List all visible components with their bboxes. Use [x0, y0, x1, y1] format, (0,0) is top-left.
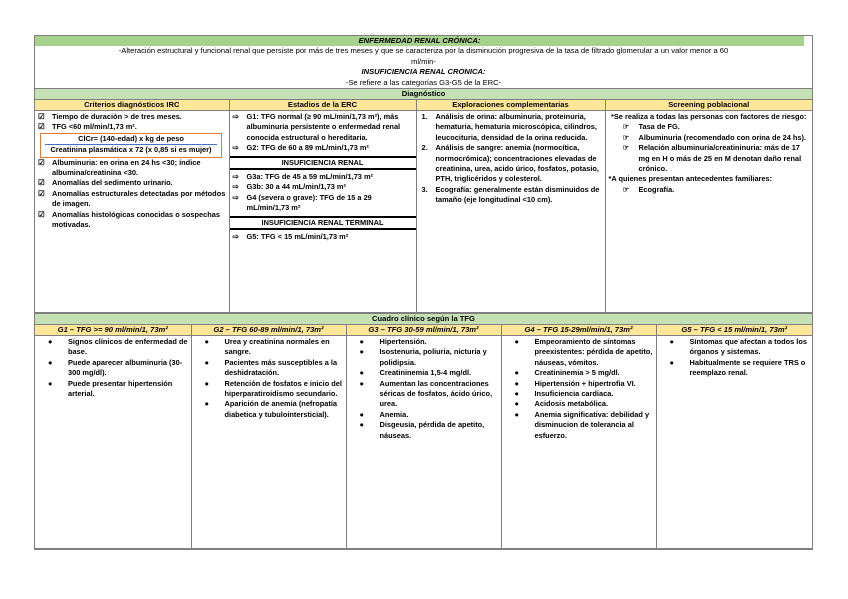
col-header-g4: G4 – TFG 15-29ml/min/1, 73m² — [501, 325, 656, 336]
checkbox-icon: ☑ — [38, 112, 45, 121]
screening-cell — [605, 111, 812, 313]
pointing-hand-icon: ☞ — [622, 122, 630, 132]
clinico-item: ● Isostenuria, poliuria, nicturia y polidipsia. — [359, 347, 487, 367]
clinico-item: ● Hipertensión. — [359, 337, 427, 346]
bullet-icon: ● — [48, 337, 53, 346]
clcr-formula — [40, 133, 222, 158]
clinico-item: ● Creatininemia > 5 mg/dl. — [514, 368, 620, 378]
estadio-item: ⇨ G3a: TFG de 45 a 59 mL/min/1,73 m² — [232, 172, 374, 182]
g1-cell — [35, 336, 191, 549]
checkbox-icon: ☑ — [38, 122, 45, 132]
arrow-right-icon: ⇨ — [232, 192, 239, 202]
clinico-item: ● Anemia. — [359, 409, 409, 419]
screening-intro: *Se realiza a todas las personas con factores de riesgo: — [610, 112, 807, 121]
pointing-hand-icon: ☞ — [622, 132, 630, 142]
clinico-item: ● Retención de fosfatos e inicio del hiperparatiroidismo secundario. — [204, 378, 342, 399]
bullet-icon: ● — [359, 347, 364, 357]
cuadro-clinico-band: Cuadro clínico según la TFG — [35, 313, 812, 325]
screening-item: ☞ Relación albuminuria/creatininuria: más de 17 mg en H o más de 25 en M denotan daño renal crónico. — [622, 143, 802, 174]
col-header-g1: G1 – TFG >= 90 ml/min/1, 73m² — [35, 325, 191, 336]
irc-subtitle-text: -Se refiere a las categorías G3-G5 de la ERC- — [345, 77, 502, 87]
checkbox-icon: ☑ — [38, 157, 45, 167]
checkbox-icon: ☑ — [38, 188, 45, 198]
col-header-estadios: Estadios de la ERC — [229, 100, 416, 111]
bullet-icon: ● — [514, 337, 519, 346]
criterios-cell — [35, 111, 229, 313]
pointing-hand-icon: ☞ — [622, 143, 630, 153]
exploracion-item: 2. Análisis de sangre: anemia (normocítica, normocrómica); concentraciones elevadas de creatinina, urea, acido úrico, fosfatos, potasio, PTH, triglicéridos y colesterol. — [421, 143, 599, 184]
col-header-criterios: Criterios diagnósticos IRC — [35, 100, 229, 111]
col-header-g3: G3 – TFG 30-59 ml/min/1, 73m² — [346, 325, 501, 336]
g4-cell — [501, 336, 656, 549]
clinico-item: ● Puede aparecer albuminuria (30-300 mg/dl). — [48, 357, 183, 378]
clinico-item: ● Síntomas que afectan a todos los órganos y sistemas. — [669, 337, 807, 357]
checkbox-icon: ☑ — [38, 178, 45, 188]
bullet-icon: ● — [514, 399, 519, 409]
col-header-g5: G5 – TFG < 15 ml/min/1, 73m² — [656, 325, 812, 336]
criterio-item: ☑ Anomalías histológicas conocidas o sospechas motivadas. — [38, 209, 220, 230]
clinico-item: ● Aumentan las concentraciones séricas de fosfatos, ácido úrico, urea. — [359, 378, 493, 409]
bullet-icon: ● — [669, 337, 674, 346]
erc-summary-document — [34, 35, 813, 550]
insuficiencia-renal-divider: INSUFICIENCIA RENAL — [230, 156, 416, 170]
insuficiencia-renal-terminal-divider: INSUFICIENCIA RENAL TERMINAL — [230, 216, 416, 230]
estadios-cell — [229, 111, 416, 313]
col-header-exploraciones: Exploraciones complementarias — [416, 100, 605, 111]
intro-block — [35, 46, 812, 88]
exploracion-item: 1. Análisis de orina: albuminuria, proteinuria, hematuria, hematuria microscópica, cilindros, leucocituria, densidad de la orina reducida. — [421, 112, 597, 142]
formula-numerator: ClCr= (140-edad) x kg de peso — [45, 134, 217, 145]
criterio-item: ☑ Anomalías estructurales detectadas por métodos de imagen. — [38, 188, 226, 209]
bullet-icon: ● — [514, 389, 519, 399]
col-header-g2: G2 – TFG 60-89 ml/min/1, 73m² — [191, 325, 346, 336]
screening-item: ☞ Albuminuria (recomendado con orina de 24 hs). — [622, 132, 807, 142]
definition-line1: -Alteración estructural y funcional renal que persiste por más de tres meses y que se caracteriza por la disminución progresiva de la tasa de filtrado glomerular a un valor menor a 60 — [118, 46, 729, 55]
arrow-right-icon: ⇨ — [232, 112, 239, 121]
clinico-item: ● Habitualmente se requiere TRS o reemplazo renal. — [669, 357, 806, 378]
arrow-right-icon: ⇨ — [232, 172, 239, 182]
clinico-item: ● Urea y creatinina normales en sangre. — [204, 337, 330, 357]
bullet-icon: ● — [359, 420, 364, 430]
arrow-right-icon: ⇨ — [232, 182, 239, 192]
cuadro-clinico-table — [35, 325, 812, 549]
clinico-item: ● Hipertensión + hipertrofia VI. — [514, 378, 636, 388]
clinico-item: ● Disgeusia, pérdida de apetito, náuseas. — [359, 420, 485, 440]
clinico-item: ● Empeoramiento de síntomas preexistentes: pérdida de apetito, náuseas, vómitos. — [514, 337, 653, 367]
pointing-hand-icon: ☞ — [622, 184, 630, 194]
estadio-item: ⇨ G3b: 30 a 44 mL/min/1,73 m² — [232, 182, 346, 192]
bullet-icon: ● — [514, 368, 519, 378]
arrow-right-icon: ⇨ — [232, 232, 239, 242]
diagnostico-band: Diagnóstico — [35, 88, 812, 100]
clinico-item: ● Insuficiencia cardiaca. — [514, 389, 614, 399]
checkbox-icon: ☑ — [38, 209, 45, 219]
bullet-icon: ● — [359, 378, 364, 388]
estadio-item: ⇨ G4 (severa o grave): TFG de 15 a 29 mL/min/1,73 m² — [232, 192, 372, 213]
estadio-item: ⇨ G1: TFG normal (≥ 90 mL/min/1,73 m²), más albuminuria persistente o enfermedad renal conocida estructural o hereditaria. — [232, 112, 401, 142]
document-title: ENFERMEDAD RENAL CRÓNICA: — [35, 36, 804, 46]
criterio-item: ☑ TFG <60 ml/min/1,73 m². — [38, 122, 137, 132]
bullet-icon: ● — [204, 399, 209, 409]
clinico-item: ● Creatininemia 1,5-4 mg/dl. — [359, 368, 472, 378]
formula-denominator: Creatinina plasmática x 72 (x 0,85 si es mujer) — [50, 145, 212, 155]
bullet-icon: ● — [48, 357, 53, 367]
estadio-item: ⇨ G2: TFG de 60 a 89 mL/min/1,73 m² — [232, 143, 369, 153]
clinico-item: ● Signos clínicos de enfermedad de base. — [48, 337, 188, 357]
criterio-item: ☑ Tiempo de duración > de tres meses. — [38, 112, 182, 121]
g2-cell — [191, 336, 346, 549]
arrow-right-icon: ⇨ — [232, 143, 239, 153]
clinico-item: ● Aparición de anemia (nefropatía diabetica y tubulointersticial). — [204, 399, 338, 419]
criterio-item: ☑ Anomalías del sedimento urinario. — [38, 178, 173, 188]
bullet-icon: ● — [514, 378, 519, 388]
screening-intro2: *A quienes presentan antecedentes familiares: — [608, 174, 773, 184]
screening-item: ☞ Tasa de FG. — [622, 122, 680, 132]
bullet-icon: ● — [204, 337, 209, 346]
bullet-icon: ● — [669, 357, 674, 367]
clinico-item: ● Anemia significativa: debilidad y disminucion de tolerancia al esfuerzo. — [514, 409, 650, 440]
clinico-item: ● Acidosis metabólica. — [514, 399, 609, 409]
estadio-item: ⇨ G5: TFG < 15 mL/min/1,73 m² — [232, 232, 349, 242]
bullet-icon: ● — [48, 378, 53, 388]
screening-item: ☞ Ecografía. — [622, 184, 675, 194]
g5-cell — [656, 336, 812, 549]
definition-line2: ml/min- — [411, 56, 436, 66]
bullet-icon: ● — [359, 409, 364, 419]
g3-cell — [346, 336, 501, 549]
diagnostico-table — [35, 100, 812, 313]
bullet-icon: ● — [359, 368, 364, 378]
bullet-icon: ● — [204, 378, 209, 388]
criterio-item: ☑ Albuminuria: en orina en 24 hs <30; índice albumina/creatinina <30. — [38, 157, 201, 178]
exploracion-item: 3. Ecografía: generalmente están disminuidos de tamaño (eje longitudinal <10 cm). — [421, 184, 600, 205]
irc-subtitle: INSUFICIENCIA RENAL CRONICA: — [361, 67, 486, 76]
col-header-screening: Screening poblacional — [605, 100, 812, 111]
clinico-item: ● Puede presentar hipertensión arterial. — [48, 378, 173, 399]
bullet-icon: ● — [204, 357, 209, 367]
clinico-item: ● Pacientes más susceptibles a la deshidratación. — [204, 357, 338, 378]
bullet-icon: ● — [359, 337, 364, 346]
bullet-icon: ● — [514, 409, 519, 419]
exploraciones-cell — [416, 111, 605, 313]
